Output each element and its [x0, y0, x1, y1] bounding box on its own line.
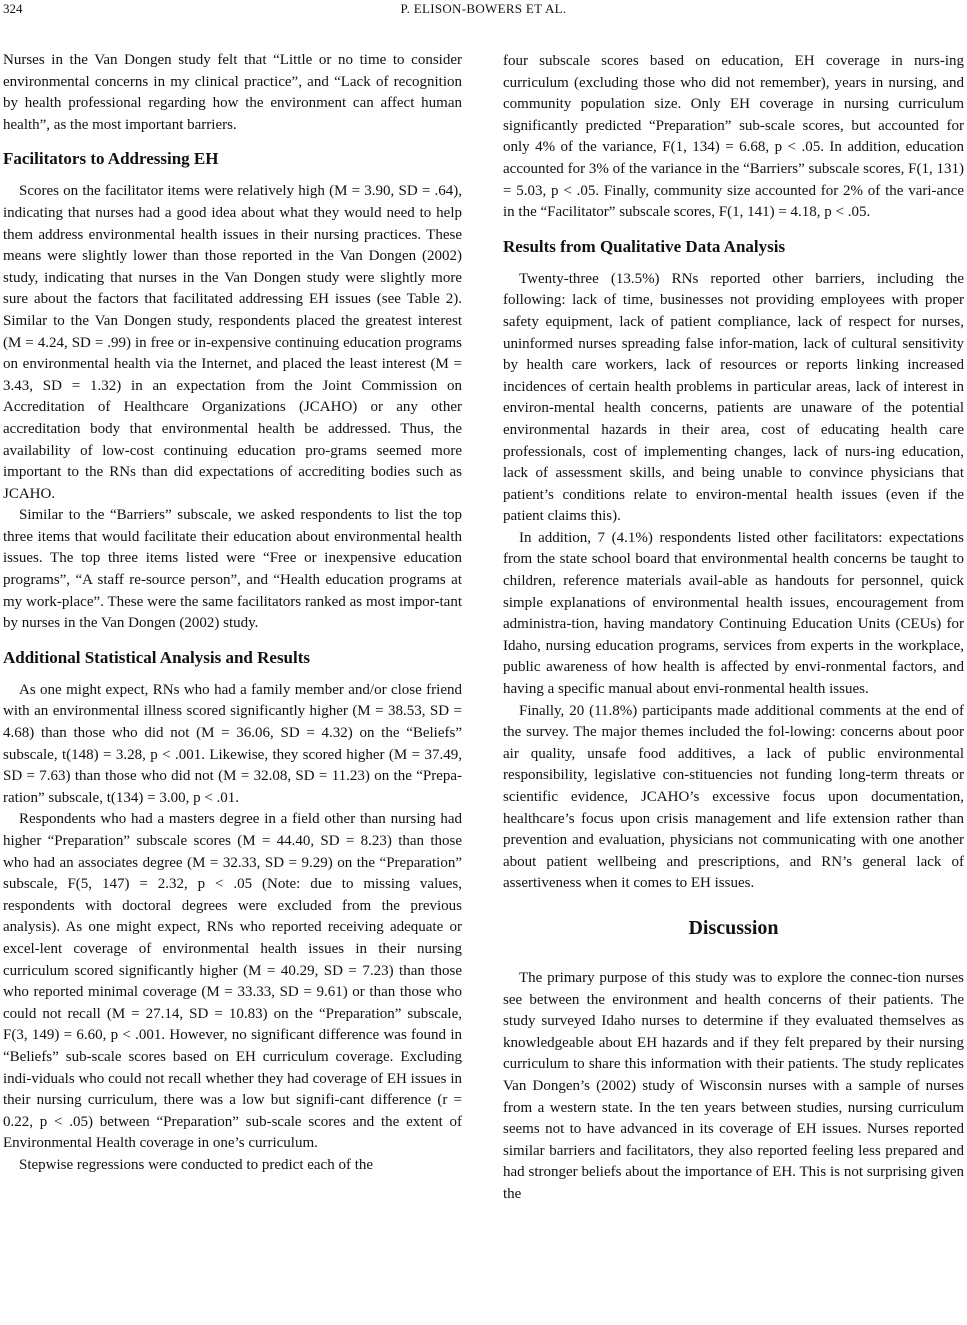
page-header: [0, 0, 967, 22]
section-heading-additional-analysis: Additional Statistical Analysis and Results: [3, 647, 311, 667]
section-heading-facilitators: Facilitators to Addressing EH: [3, 149, 219, 169]
paragraph: Nurses in the Van Dongen study felt that “Little or no time to consider environmental concerns in my clinical practice”, and “Lack of recognition by health professional regarding how the environment can affect human health”, as the most important barriers.: [3, 52, 462, 133]
page-number: 324: [3, 1, 23, 16]
paragraph: Similar to the “Barriers” subscale, we asked respondents to list the top three items that would facilitate their education about environmental health issues. The top three items listed were “Free or inexpensive education programs”, “A staff re-source person”, and “Health education programs at my work-place”. These were the same facilitators ranked as most impor-tant by nurses in the Van Dongen (2002) study.: [3, 507, 462, 632]
section-heading-discussion: Discussion: [688, 916, 779, 939]
running-head: P. ELISON-BOWERS ET AL.: [400, 1, 567, 16]
paragraph: four subscale scores based on education, EH coverage in nurs-ing curriculum (excluding those who did not remember), years in nursing, and community population size. Only EH coverage in nursing curriculum significantly predicted “Preparation” sub-scale scores, but accounted for only 4% of the variance, F(1, 134) = 6.68, p < .05. In addition, education accounted for 3% of the variance in the “Barriers” subscale scores, F(1, 131) = 5.03, p < .05. Finally, community size accounted for 2% of the vari-ance in the “Facilitator” subscale scores, F(1, 141) = 4.18, p < .05.: [503, 53, 964, 221]
paragraph: Finally, 20 (11.8%) participants made additional comments at the end of the survey. The major themes included the fol-lowing: concerns about poor air quality, unsafe food additives, a lack of public environmental responsibility, legislative con-stituencies not funding long-term threats or scientific evidence, JCAHO’s excessive focus upon documentation, healthcare’s focus upon crisis management and life extension rather than prevention and evaluation, physicians not communicating with one another about patient wellbeing and prescriptions, and RN’s general lack of assertiveness when it comes to EH issues.: [503, 702, 964, 892]
right-column: [503, 51, 964, 1206]
paragraph: The primary purpose of this study was to explore the connec-tion nurses see between the environment and health concerns of their patients. The study surveyed Idaho nurses to determine if they evaluated themselves as knowledgeable about EH hazards and if they felt prepared by their nursing curriculum to share this information with their patients. The study replicates Van Dongen’s (2002) study of Wisconsin nurses with a sample of nurses from a western state. In the ten years between studies, nursing curriculum seems not to have advanced in its coverage of EH issues. Nurses reported similar barriers and facilitators, they also reported feeling less prepared and had stronger beliefs about the importance of EH. This is not surprising given the: [503, 969, 964, 1202]
left-column: [3, 50, 462, 1177]
paragraph: Scores on the facilitator items were relatively high (M = 3.90, SD = .64), indicating that nurses had a good idea about what they would need to help them address environmental health issues in their nursing practices. These means were slightly lower than those reported in the Van Dongen (2002) study, indicating that nurses in the Van Dongen study were slightly more sure about the factors that facilitated addressing EH issues (see Table 2). Similar to the Van Dongen study, respondents placed the greatest interest (M = 4.24, SD = .99) in free or in-expensive continuing education programs on environmental health via the Internet, and placed the least interest (M = 3.43, SD = 1.32) in an expectation from the Joint Commission on Accreditation of Healthcare Organizations (JCAHO) or any other accreditation body that environmental health be addressed. Thus, the availability of low-cost continuing education pro-grams seemed more important to the RNs than did expectations of accrediting bodies such as JCAHO.: [3, 183, 462, 502]
paragraph: Respondents who had a masters degree in a field other than nursing had higher “Preparation” subscale scores (M = 44.40, SD = 8.23) than those who had an associates degree (M = 32.33, SD = 9.29) on the “Preparation” subscale, F(5, 147) = 2.32, p < .05 (Note: due to missing values, respondents with doctoral degrees were excluded from the previous analysis). As one might expect, RNs who reported receiving adequate or excel-lent coverage of environmental health issues in their nursing curriculum scored significantly higher (M = 40.29, SD = 7.23) than those who reported minimal coverage (M = 33.33, SD = 9.61) or than those who could not recall (M = 27.14, SD = 10.83) on the “Preparation” subscale, F(3, 149) = 6.60, p < .001. However, no significant difference was found in “Beliefs” sub-scale scores based on EH curriculum coverage. Excluding indi-viduals who could not recall whether they had coverage of EH issues in their nursing curriculum, there was a low but signifi-cant difference (r = 0.22, p < .05) between “Preparation” sub-scale scores and the extent of Environmental Health coverage in one’s curriculum.: [3, 811, 462, 1152]
section-heading-qualitative: Results from Qualitative Data Analysis: [503, 236, 786, 256]
paragraph: Twenty-three (13.5%) RNs reported other barriers, including the following: lack of time, businesses not providing employees with proper safety equipment, lack of patient compliance, lack of respect for nurses, uninformed nurses spreading false infor-mation, lack of cultural sensitivity by health care workers, lack of resources or reports linking increased incidences of certain health problems in particular areas, lack of interest in environ-mental health concerns, patients are unaware of the potential environmental hazards in their area, cost of educating health care professionals, cost of implementing changes, lack of nurs-ing education, lack of assessment skills, and being unable to convince physicians that patient’s conditions relate to environ-mental health issues (even if the patient claims this).: [503, 270, 964, 525]
paragraph: Stepwise regressions were conducted to predict each of the: [19, 1156, 374, 1173]
paragraph: In addition, 7 (4.1%) respondents listed other facilitators: expectations from the state school board that environmental health concerns be taught to children, reference materials avail-able as handouts for personnel, quick simple explanations of environmental health issues, encouragement from administra-tion, having mandatory Continuing Education Units (CEUs) for Idaho, nursing education programs, services from experts in the workplace, public awareness of how health is affected by envi-ronmental factors, and having a specific manual about envi-ronmental health issues.: [503, 529, 964, 698]
paragraph: As one might expect, RNs who had a family member and/or close friend with an environmental illness scored significantly higher (M = 38.53, SD = 4.68) than those who did not (M = 36.06, SD = 4.32) on the “Beliefs” subscale, t(148) = 3.28, p < .001. Likewise, they scored higher (M = 37.49, SD = 7.63) than those who did not (M = 32.08, SD = 11.23) on the “Prepa-ration” subscale, t(134) = 3.00, p < .01.: [3, 681, 462, 806]
